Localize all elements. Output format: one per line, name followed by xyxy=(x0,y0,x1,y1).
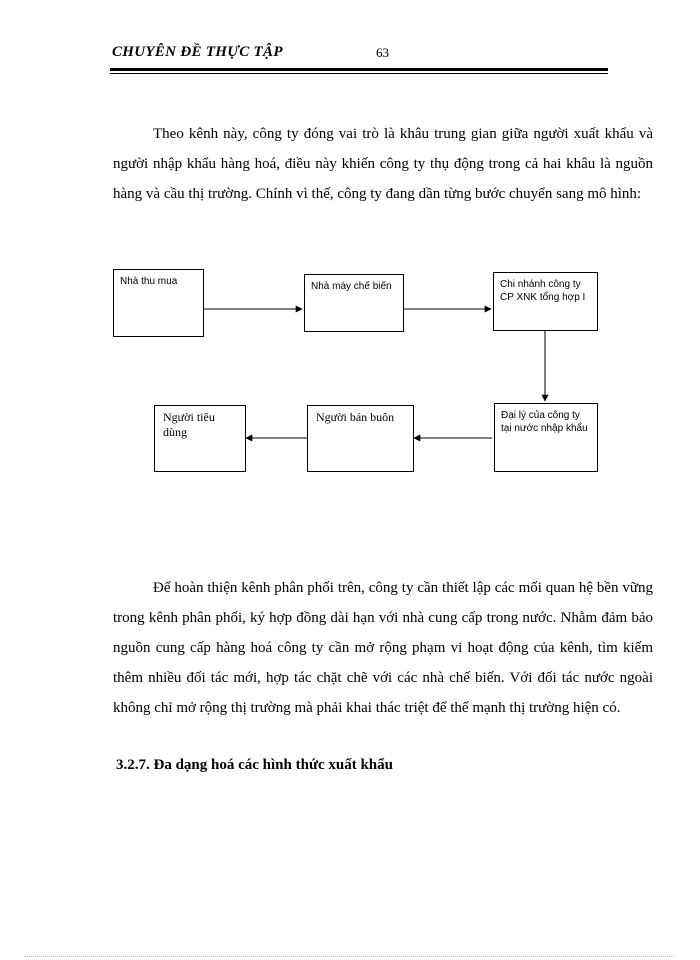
box-wholesaler xyxy=(307,405,414,472)
box-purchaser-label: Nhà thu mua xyxy=(120,276,178,287)
box-branch xyxy=(493,272,598,331)
solution-paragraph-text: Để hoàn thiện kênh phân phối trên, công ty cần thiết lập các mối quan hệ bền vững trong kênh phân phối, ký hợp đồng dài hạn với nhà cung cấp trong nước. Nhằm đảm bảo nguồn cung cấp hàng hoá công ty cần mở rộng phạm vi hoạt động của kênh, tìm kiếm thêm nhiều đối tác mới, hợp tác chặt chẽ với các nhà chế biến. Với đối tác nước ngoài không chỉ mở rộng thị trường mà phải khai thác triệt để thế mạnh thị trường hiện có. xyxy=(113,580,653,716)
box-purchaser xyxy=(113,269,204,337)
intro-paragraph-text: Theo kênh này, công ty đóng vai trò là khâu trung gian giữa người xuất khẩu và người nhập khẩu hàng hoá, điều này khiến công ty thụ động trong cả hai khâu là nguồn hàng và cầu thị trường. Chính vì thế, công ty đang dần từng bước chuyển sang mô hình: xyxy=(113,126,653,202)
page-number: 63 xyxy=(376,45,389,60)
box-consumer xyxy=(154,405,246,472)
section-heading: 3.2.7. Đa dạng hoá các hình thức xuất khẩu xyxy=(116,757,393,773)
document-header-title: CHUYÊN ĐỀ THỰC TẬP xyxy=(112,44,283,60)
box-branch-label: Chi nhánh công ty CP XNK tổng hợp I xyxy=(500,279,586,303)
box-wholesaler-label: Người bán buôn xyxy=(316,410,395,424)
box-consumer-label: Người tiêu dùng xyxy=(163,410,215,439)
box-agent xyxy=(494,403,598,472)
box-agent-label: Đại lý của công ty tại nước nhập khẩu xyxy=(501,410,588,434)
solution-paragraph xyxy=(113,573,653,723)
page-bottom-border xyxy=(24,956,674,957)
box-processor-label: Nhà máy chế biến xyxy=(311,281,392,292)
box-processor xyxy=(304,274,404,332)
